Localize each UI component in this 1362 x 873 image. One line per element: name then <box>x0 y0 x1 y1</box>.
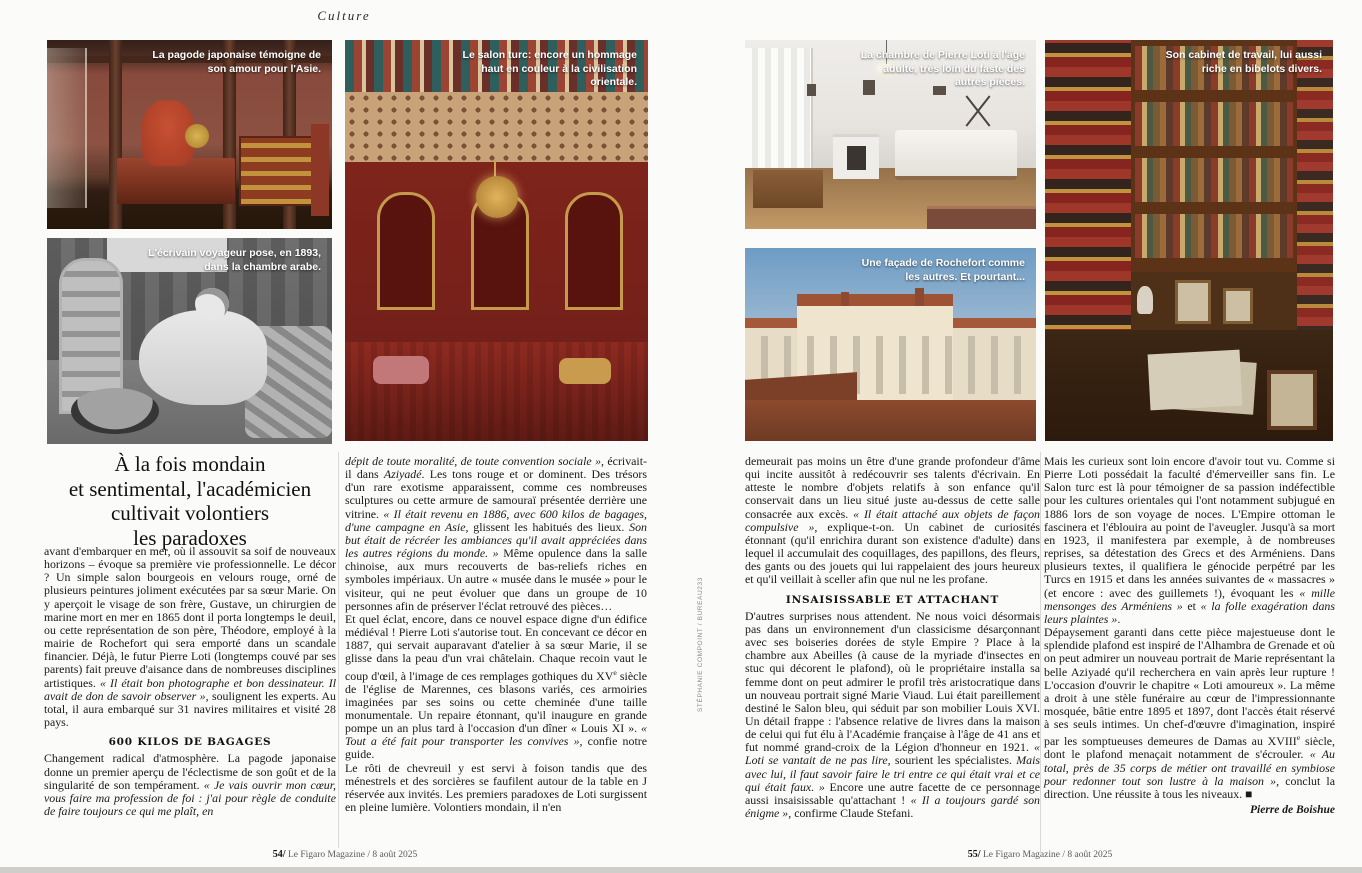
headline-line: les paradoxes <box>133 525 247 550</box>
left-page-footer <box>40 849 650 860</box>
left-page-column-1 <box>44 545 336 818</box>
foreground-roofs <box>745 400 1036 441</box>
framed-picture <box>1175 280 1211 324</box>
pagoda-glass-case <box>47 48 87 208</box>
bedroom-rug <box>927 206 1036 229</box>
writer-figure <box>139 310 267 405</box>
bookshelf-row <box>1135 158 1293 202</box>
bedroom-bed <box>895 130 1017 180</box>
column-rule <box>338 452 339 848</box>
headline-line: cultivait volontiers <box>110 501 270 525</box>
photo-caption: Le salon turc: encore un hommage haut en couleur à la civilisation orientale. <box>462 49 637 89</box>
salon-turc-muqarnas-arch <box>345 92 648 162</box>
salon-turc-cushion <box>559 358 611 384</box>
body-paragraph: Changement radical d'atmosphère. La pagode japonaise donne un premier aperçu de l'éclectisme de son goût et de la singularité de son tempérament. « Je vais ouvrir mon cœur, vous faire ma profession de foi : j'ai pour règle de conduite de faire toujours ce qui me plaît, en <box>44 751 336 818</box>
body-paragraph: dépit de toute moralité, de toute convention sociale », écrivait-il dans Aziyadé. Les tons rouge et or dominent. Des trésors d'un rare exotisme apparaissent, comme ces nombreuses sculptures ou cette armure de samouraï présentée derrière une vitrine. « Il était revenu en 1886, avec 600 kilos de bagages, d'une campagne en Asie, glissent les habitués des lieux. Son but était de récréer les ambiances qu'il avait appréciées dans les autres régions du monde. » Même opulence dans la salle chinoise, aux murs recouverts de bas-reliefs riches en symboles impériaux. Un autre « musée dans le musée » pour le visiteur, qui ne peut évoluer que dans un groupe de 10 personnes afin de préserver l'éclat retrouvé des pièces… <box>345 454 648 613</box>
headline-line: À la fois mondain <box>114 452 266 476</box>
photo-facade-rochefort <box>745 248 1036 441</box>
section-subhead: 600 KILOS DE BAGAGES <box>108 736 272 749</box>
salon-turc-niche <box>377 192 435 310</box>
bedroom-window <box>745 48 813 170</box>
salon-turc-gold-medallion <box>476 176 518 218</box>
left-page-column-2 <box>345 455 647 814</box>
writer-head <box>195 288 229 320</box>
framed-picture <box>1223 288 1253 324</box>
photo-credit: STÉPHANIE COMPOINT / BUREAU233 <box>697 577 704 712</box>
pagoda-gold-disc <box>185 124 209 148</box>
article-headline <box>40 452 340 550</box>
right-page-column-2 <box>1044 455 1335 817</box>
bedroom-table <box>753 170 823 208</box>
photo-caption: La chambre de Pierre Loti à l'âge adulte, très loin du faste des autres pièces. <box>860 49 1025 89</box>
section-subhead: INSAISISSABLE ET ATTACHANT <box>785 593 1000 606</box>
body-paragraph: Le rôti de chevreuil y est servi à foison tandis que des ménestrels et des sorcières se faufilent autour de la table en J réservée aux invités. Les premiers paradoxes de Loti surgissent en pleine lumière. Volontiers mondain, il n'en <box>345 760 647 815</box>
bookshelf-row <box>1135 214 1293 258</box>
facade-chimney <box>915 288 924 306</box>
photo-caption: La pagode japonaise témoigne de son amour pour l'Asie. <box>152 49 321 75</box>
body-paragraph: Dépaysement garanti dans cette pièce majestueuse dont le splendide plafond est inspiré de l'Alhambra de Grenade et où on peut admirer un nouveau portrait de Marie représentant la belle Aziyadé qu'il recherchera en vain après leur rupture ! L'occasion d'ouvrir le chapitre « Loti amoureux ». La même a droit à une stèle funéraire au cœur de l'impressionnante mosquée, bâtie entre 1895 et 1897, dont l'accès était réservé à ses seuls intimes. Un chef-d'œuvre d'imagination, inspiré par les somptueuses demeures de Damas au XVIIIe siècle, dont le plafond menaçait notamment de s'écrouler. « Au total, près de 35 corps de métier ont travaillé en symbiose pour redonner tout son lustre à la maison », conclut la direction. Une réussite à tous les niveaux. ■ <box>1044 625 1335 801</box>
body-paragraph: avant d'embarquer en mer, où il assouvit sa soif de nouveaux horizons – évoque sa première vie professionnelle. Le décor ? Un simple salon bourgeois en velours rouge, orné de plusieurs peintures joliment exécutées par sa sœur Marie. On y aperçoit le visage de son frère, Gustave, un chirurgien de marine mort en mer en 1865 dont il porta longtemps le deuil, ou cette représentation de son père, Théodore, employé à la mairie de Rochefort qui sera emporté dans un scandale financier. Déjà, le futur Pierre Loti (longtemps couvé par ses parents) fait preuve d'aisance dans de nombreuses disciplines artistiques. « Il était bon photographe et bon dessinateur. Il avait de don de savoir observer », soulignent les experts. Au total, il aura embarqué sur 31 navires militaires et visité 28 pays. <box>44 544 336 730</box>
page-bottom-edge <box>0 867 1362 873</box>
photo-caption: L'écrivain voyageur pose, en 1893, dans la chambre arabe. <box>148 247 321 273</box>
facade-chimney <box>841 292 849 306</box>
body-paragraph: Mais les curieux sont loin encore d'avoir tout vu. Comme si Pierre Loti possédait la faculté d'émerveiller sans fin. Le Salon turc est là pour témoigner de sa passion indéfectible pour les cultures orientales qui l'ont notamment subjugué en 1886 lors de son voyage de noces. L'Empire ottoman le fascinera et l'éblouira au point de l'aveugler. Jusqu'à sa mort en 1923, il manifestera par exemple, à de nombreuses reprises, sa détestation des Grecs et des Arméniens. Dans plusieurs textes, il qualifiera le génocide perpétré par les Turcs en 1915 et dans les années suivantes de « massacres » (et encore : avec des guillemets !), évoquant les « mille mensonges des Arméniens » et « la folle exagération dans leurs plaintes ». <box>1044 454 1335 626</box>
fireplace-opening <box>847 146 866 170</box>
author-byline: Pierre de Boishue <box>1250 804 1335 817</box>
pagoda-side-stand <box>311 124 329 216</box>
salon-turc-niche <box>565 192 623 310</box>
body-paragraph: demeurait pas moins un être d'une grande profondeur d'âme qui incite aussitôt à redécouvrir ses talents d'écrivain. En atteste le nombre d'objets relatifs à son enfance qu'il conservait dans un lieu situé juste au-dessus de cette salle consacrée aux excès. « Il était attaché aux objets de façon compulsive », explique-t-on. Un cabinet de curiosités étonnant (qu'il enrichira durant son existence d'adulte) dans lequel il accumulait des coquillages, des papillons, des fleurs, des gants ou des jouets qui lui rappelaient des jours heureux et qu'il veillait à sceller afin que nul ne les profane. <box>745 454 1040 587</box>
photo-cabinet-de-travail <box>1045 40 1333 441</box>
headline-line: et sentimental, l'académicien <box>68 476 312 501</box>
arab-room-coffee-table <box>71 388 159 434</box>
bookshelf-row <box>1135 102 1293 146</box>
photo-salon-turc <box>345 40 648 441</box>
desk-framed-photo <box>1267 370 1317 430</box>
magazine-name-date: Le Figaro Magazine / 8 août 2025 <box>285 850 418 860</box>
right-page-column-1 <box>745 455 1040 820</box>
body-paragraph: D'autres surprises nous attendent. Ne nous voici désormais pas dans un environnement d'un classicisme désarçonnant avec ses boiseries dorées de style Empire ? Place à la chambre aux Abeilles (à cause de la myriade d'insectes en stuc qui décorent le plafond), où le propriétaire installa sa femme dont on peut admirer le profil très aristocratique dans un nouveau portrait signé Marie Viaud. Lui était pareillement destiné le Salon bleu, qui séduit par son mobilier Louis XVI. Un détail frappe : l'absence relative de livres dans la maison de celui qui fut élu à l'Académie française à l'âge de 41 ans et fut nommé grand-croix de la Légion d'honneur en 1921. « Loti se vantait de ne pas lire, sourient les spécialistes. Mais avec lui, il faut savoir faire le tri entre ce qui était vrai et ce qui était faux. » Encore une autre facette de ce personnage aussi insaisissable qu'attachant ! « Il a toujours gardé son énigme », confirme Claude Stefani. <box>745 608 1041 821</box>
page-number: 55/ <box>967 849 981 860</box>
pagoda-altar-chest <box>239 136 313 206</box>
wall-frame <box>807 84 816 96</box>
photo-caption: Une façade de Rochefort comme les autres. Et pourtant... <box>861 257 1025 283</box>
desk-print <box>1148 350 1243 411</box>
photo-chambre-pierre-loti <box>745 40 1036 229</box>
column-rule <box>1040 452 1041 852</box>
right-page-footer <box>740 849 1340 860</box>
small-bust <box>1137 286 1153 314</box>
salon-turc-cushion <box>373 356 429 384</box>
cabinet-mid-shelf <box>1131 272 1297 330</box>
photo-chambre-arabe-1893 <box>47 238 332 444</box>
page-number: 54/ <box>272 849 286 860</box>
photo-caption: Son cabinet de travail, lui aussi riche en bibelots divers. <box>1165 49 1322 75</box>
body-paragraph: Et quel éclat, encore, dans ce nouvel espace digne d'un édifice médiéval ! Pierre Loti s'autorise tout. En concevant ce décor en 1887, qui servait auparavant d'atelier à sa sœur Marie, il se glisse dans la peau d'un vrai châtelain. Chaque recoin vaut le coup d'œil, à l'image de ces remplages gothiques du XVe siècle de l'église de Marennes, ces blasons variés, ces armoiries imaginées par ses soins ou cette cheminée d'une taille monumentale. Un repaire étonnant, qu'il inaugure en grande pompe un an plus tard à l'occasion d'un dîner « Louis XI ». « Tout a été fait pour transporter les convives », confie notre guide. <box>345 611 647 762</box>
photo-pagode-japonaise <box>47 40 332 229</box>
section-label: Culture <box>317 8 371 23</box>
magazine-name-date: Le Figaro Magazine / 8 août 2025 <box>980 850 1113 860</box>
